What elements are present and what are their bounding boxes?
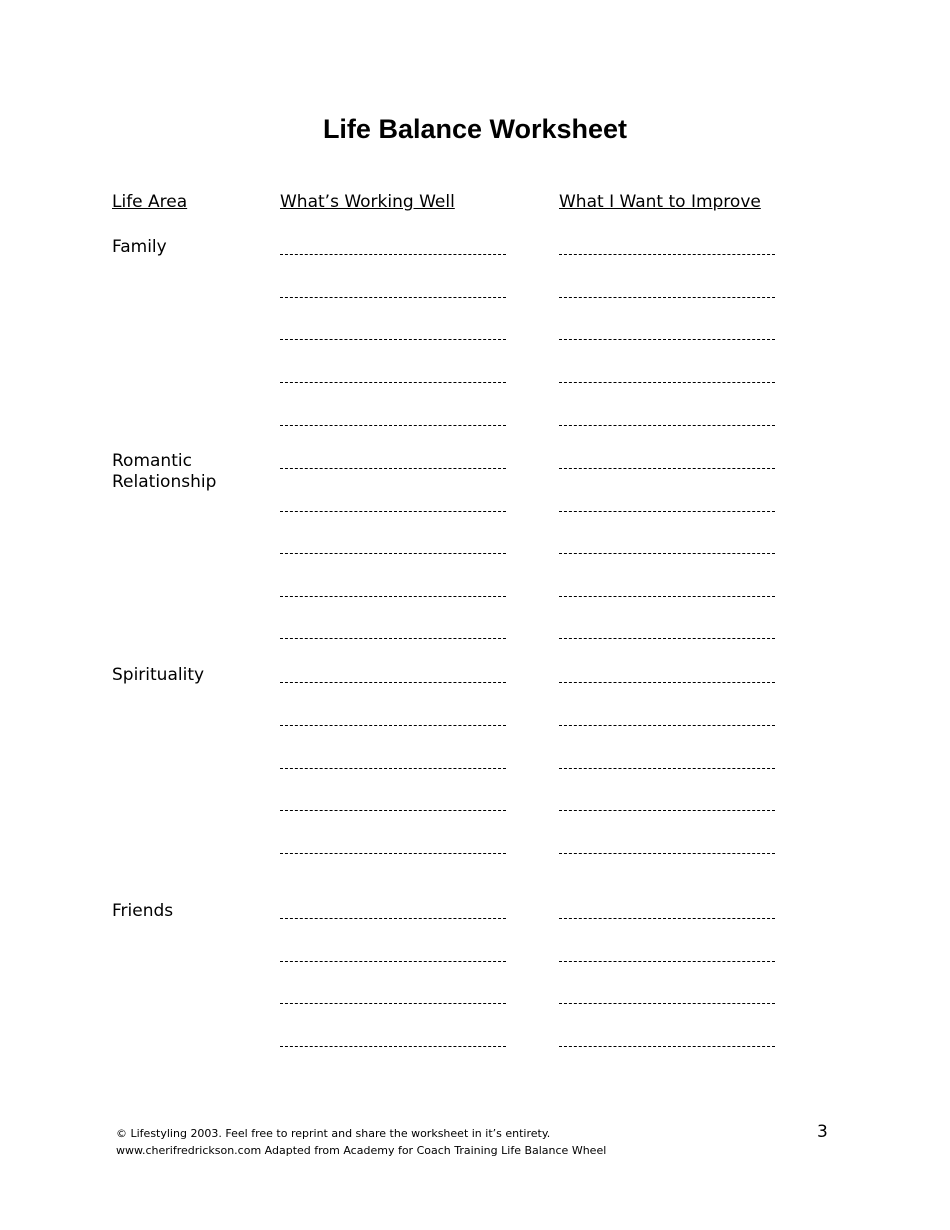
blank-line[interactable] <box>280 511 506 512</box>
blank-line[interactable] <box>280 425 506 426</box>
blank-line[interactable] <box>280 638 506 639</box>
blank-line[interactable] <box>280 339 506 340</box>
blank-line[interactable] <box>280 810 506 811</box>
blank-line[interactable] <box>559 254 775 255</box>
blank-line[interactable] <box>559 961 775 962</box>
header-life-area: Life Area <box>112 192 188 212</box>
area-family-label: Family <box>112 237 167 257</box>
blank-line[interactable] <box>280 725 506 726</box>
blank-line[interactable] <box>559 553 775 554</box>
blank-line[interactable] <box>559 853 775 854</box>
blank-line[interactable] <box>559 1046 775 1047</box>
blank-line[interactable] <box>559 682 775 683</box>
footer-source: www.cherifredrickson.com Adapted from Academy for Coach Training Life Balance Wheel <box>116 1144 607 1157</box>
blank-line[interactable] <box>559 511 775 512</box>
area-romantic-label-line1: Romantic <box>112 451 192 471</box>
blank-line[interactable] <box>559 596 775 597</box>
header-whats-working-well: What’s Working Well <box>280 192 455 212</box>
blank-line[interactable] <box>559 339 775 340</box>
blank-line[interactable] <box>280 918 506 919</box>
blank-line[interactable] <box>280 596 506 597</box>
blank-line[interactable] <box>559 810 775 811</box>
blank-line[interactable] <box>559 638 775 639</box>
blank-line[interactable] <box>559 918 775 919</box>
blank-line[interactable] <box>559 468 775 469</box>
page-number: 3 <box>817 1122 828 1142</box>
area-friends <box>112 901 173 922</box>
blank-line[interactable] <box>280 297 506 298</box>
area-family <box>112 237 167 258</box>
area-friends-label: Friends <box>112 901 174 921</box>
blank-line[interactable] <box>280 254 506 255</box>
blank-line[interactable] <box>280 768 506 769</box>
blank-line[interactable] <box>280 1003 506 1004</box>
blank-line[interactable] <box>559 382 775 383</box>
area-spirituality-label: Spirituality <box>112 665 205 685</box>
blank-line[interactable] <box>559 425 775 426</box>
blank-line[interactable] <box>559 768 775 769</box>
footer-copyright: © Lifestyling 2003. Feel free to reprint and share the worksheet in it’s entirety. <box>116 1127 551 1140</box>
blank-line[interactable] <box>280 468 506 469</box>
blank-line[interactable] <box>280 853 506 854</box>
header-what-i-want-to-improve: What I Want to Improve <box>559 192 761 212</box>
blank-line[interactable] <box>280 382 506 383</box>
area-romantic-relationship <box>112 451 216 493</box>
blank-line[interactable] <box>280 1046 506 1047</box>
blank-line[interactable] <box>280 553 506 554</box>
blank-line[interactable] <box>280 961 506 962</box>
blank-line[interactable] <box>559 297 775 298</box>
area-spirituality <box>112 665 204 686</box>
worksheet-title: Life Balance Worksheet <box>322 114 628 144</box>
area-romantic-label-line2: Relationship <box>112 472 217 492</box>
blank-line[interactable] <box>280 682 506 683</box>
blank-line[interactable] <box>559 1003 775 1004</box>
blank-line[interactable] <box>559 725 775 726</box>
